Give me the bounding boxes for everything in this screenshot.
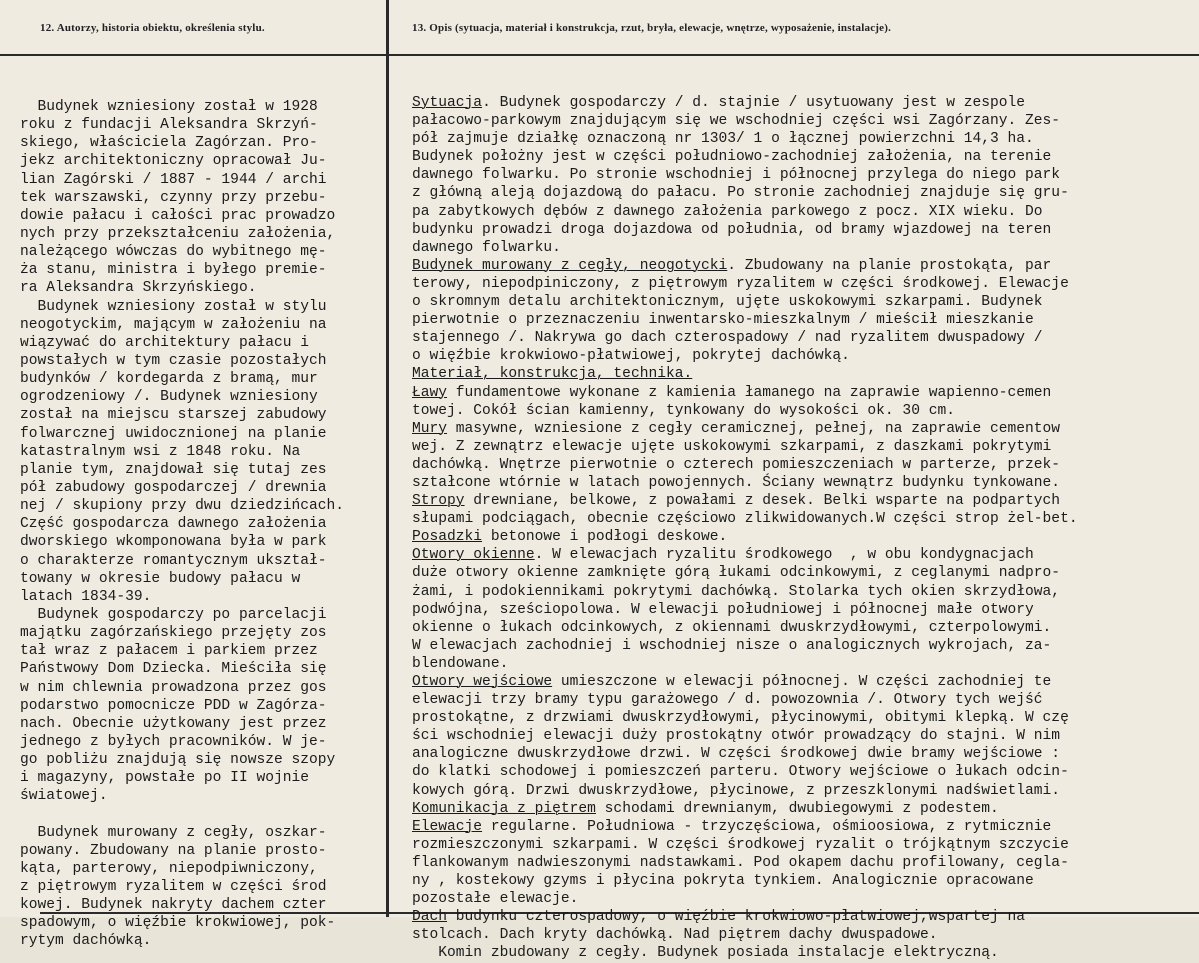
text-line: stolcach. Dach kryty dachówką. Nad piętrem dachy dwuspadowe. — [412, 927, 938, 944]
underlined-term: Mury — [412, 420, 448, 437]
text-line — [412, 420, 1199, 438]
text-line: tek warszawski, czynny przy przebu- — [20, 189, 327, 206]
text-line: majątku zagórzańskiego przejęty zos — [20, 625, 327, 642]
text-line — [412, 257, 1199, 275]
text-line: flankowanym nadwieszonymi nadstawkami. Pod okapem dachu profilowany, cegla- — [412, 854, 1069, 871]
text-line: jekz architektoniczny opracował Ju- — [20, 153, 327, 170]
line-text: regularne. Południowa - trzyczęściowa, ośmioosiowa, z rytmicznie — [482, 818, 1052, 835]
underlined-term: Otwory okienne — [412, 547, 535, 564]
text-line: wiązywać do architektury pałacu i — [20, 334, 310, 351]
text-line: latach 1834-39. — [20, 588, 152, 605]
text-line: planie tym, znajdował się tutaj zes — [20, 461, 327, 478]
text-line: dawnego folwarku. — [412, 239, 561, 256]
text-line: o skromnym detalu architektonicznym, ujęte uskokowymi szkarpami. Budynek — [412, 294, 1043, 311]
text-line: terowy, niepodpiniczony, z piętrowym ryzalitem w części środkowej. Elewacje — [412, 275, 1069, 292]
text-line: o więźbie krokwiowo-płatwiowej, pokrytej dachówką. — [412, 348, 850, 365]
text-line — [20, 805, 386, 823]
text-line: rozmieszczonymi szkarpami. W części środkowej ryzalit o trójkątnym szczycie — [412, 836, 1069, 853]
section-13-heading: 13. Opis (sytuacja, materiał i konstrukcja, rzut, bryła, elewacje, wnętrze, wyposażenie, instalacje). — [412, 22, 892, 34]
text-line: należącego wówczas do wybitnego mę- — [20, 244, 327, 261]
text-line: Państwowy Dom Dziecka. Mieściła się — [20, 661, 327, 678]
text-line: Budynek wzniesiony został w 1928 — [20, 99, 318, 115]
line-text: . Budynek gospodarczy / d. stajnie / usytuowany jest w zespole — [482, 95, 1026, 111]
underlined-term: Dach — [412, 909, 448, 926]
text-line — [412, 908, 1199, 926]
line-text: drewniane, belkowe, z powałami z desek. Belki wsparte na podpartych — [464, 493, 1061, 510]
underlined-term: Materiał, konstrukcja, technika. — [412, 366, 693, 383]
text-line: nach. Obecnie użytkowany jest przez — [20, 715, 327, 732]
header-divider — [0, 54, 1199, 56]
text-line: Komin zbudowany z cegły. Budynek posiada instalacje elektryczną. — [412, 945, 999, 962]
text-line: światowej. — [20, 788, 108, 805]
text-line: słupami podciągach, obecnie częściowo zlikwidowanych.W części strop żel-bet. — [412, 511, 1078, 528]
underlined-term: Sytuacja — [412, 95, 483, 111]
description-text-column — [412, 94, 1199, 963]
text-line: dawnego folwarku. Po stronie wschodniej i północnej przylega do niego park — [412, 167, 1061, 184]
text-line: ny , kostekowy gzyms i płycina pokryta tynkiem. Analogicznie opracowane — [412, 873, 1034, 890]
line-text: schodami drewnianym, dwubiegowymi z podestem. — [595, 800, 999, 817]
section-12-heading: 12. Autorzy, historia obiektu, określenia stylu. — [40, 22, 265, 34]
text-line: budynków / kordegarda z bramą, mur — [20, 371, 318, 388]
underlined-term: Stropy — [412, 493, 465, 510]
text-line: pozostałe elewacje. — [412, 891, 579, 908]
text-line: pa zabytkowych dębów z dawnego założenia parkowego z pocz. XIX wieku. Do — [412, 203, 1043, 220]
text-line: powstałych w tym czasie pozostałych — [20, 352, 327, 369]
underlined-term: Komunikacja z piętrem — [412, 800, 596, 817]
text-line: neogotyckim, mającym w założeniu na — [20, 316, 327, 333]
text-line: dowie pałacu i całości prac prowadzo — [20, 207, 336, 224]
text-line — [412, 673, 1199, 691]
text-line: blendowane. — [412, 655, 509, 672]
text-line: powany. Zbudowany na planie prosto- — [20, 842, 327, 859]
text-line: spadowym, o więźbie krokwiowej, pok- — [20, 915, 336, 932]
text-line: podwójna, sześciopolowa. W elewacji południowej i północnej małe otwory — [412, 601, 1034, 618]
text-line: ra Aleksandra Skrzyńskiego. — [20, 280, 257, 297]
text-line: kowych górą. Drzwi dwuskrzydłowe, płycinowe, z przeszklonymi nadświetlami. — [412, 782, 1061, 799]
text-line: o charakterze romantycznym ukształ- — [20, 552, 327, 569]
text-line: folwarcznej uwidocznionej na planie — [20, 425, 327, 442]
underlined-term: Elewacje — [412, 818, 483, 835]
underlined-term: Posadzki — [412, 529, 483, 546]
text-line: kowej. Budynek nakryty dachem czter — [20, 897, 327, 914]
text-line: pół zajmuje działkę oznaczoną nr 1303/ 1 o łącznej powierzchni 14,3 ha. — [412, 131, 1034, 148]
text-line — [412, 384, 1199, 402]
line-text: . Zbudowany na planie prostokąta, par — [727, 257, 1052, 274]
text-line: pałacowo-parkowym znajdującym się we wschodniej części wsi Zagórzany. Zes- — [412, 113, 1061, 130]
underlined-term: Budynek murowany z cegły, neogotycki — [412, 257, 728, 274]
text-line: został na miejscu starszej zabudowy — [20, 407, 327, 424]
text-line: pół zabudowy gospodarczej / drewnia — [20, 479, 327, 496]
text-line: w nim chlewnia prowadzona przez gos — [20, 679, 327, 696]
text-line: kąta, parterowy, niepodpiwniczony, — [20, 860, 318, 877]
text-line: rytym dachówką. — [20, 933, 152, 950]
line-text: betonowe i podłogi deskowe. — [482, 529, 728, 546]
text-line: lian Zagórski / 1887 - 1944 / archi — [20, 171, 327, 188]
underlined-term: Otwory wejściowe — [412, 674, 553, 690]
text-line: towany w okresie budowy pałacu w — [20, 570, 301, 587]
text-line: pierwotnie o przeznaczeniu inwentarsko-mieszkalnym / mieścił mieszkanie — [412, 312, 1034, 329]
text-line: ogrodzeniowy /. Budynek wzniesiony — [20, 389, 318, 406]
line-text: umieszczone w elewacji północnej. W części zachodniej te — [552, 674, 1052, 690]
text-line: nych przy przekształceniu założenia, — [20, 225, 336, 242]
text-line: z główną aleją dojazdową do pałacu. Po stronie zachodniej znajduje się gru- — [412, 185, 1069, 202]
text-line: dachówką. Wnętrze pierwotnie o czterech pomieszczeniach w parterze, przek- — [412, 456, 1061, 473]
line-text: . W elewacjach ryzalitu środkowego , w obu kondygnacjach — [534, 547, 1034, 564]
text-line — [412, 365, 1199, 383]
text-line: roku z fundacji Aleksandra Skrzyń- — [20, 117, 318, 134]
text-line: katastralnym wsi z 1848 roku. Na — [20, 443, 301, 460]
text-line: z piętrowym ryzalitem w części środ — [20, 879, 327, 896]
text-line — [412, 94, 1199, 112]
text-line: do klatki schodowej i pomieszczeń parteru. Otwory wejściowe o łukach odcin- — [412, 764, 1069, 781]
column-divider — [386, 0, 389, 917]
text-line: ści wschodniej elewacji duży prostokątny otwór prowadzący do stajni. W nim — [412, 728, 1061, 745]
history-text-column — [20, 98, 386, 951]
text-line: duże otwory okienne zamknięte górą łukami odcinkowymi, z ceglanymi nadpro- — [412, 565, 1061, 582]
underlined-term: Ławy — [412, 384, 448, 401]
text-line — [412, 818, 1199, 836]
text-line: analogiczne dwuskrzydłowe drzwi. W części środkowej dwie bramy wejściowe : — [412, 746, 1061, 763]
text-line: wej. Z zewnątrz elewacje ujęte uskokowymi szkarpami, z daszkami pokrytymi — [412, 438, 1052, 455]
text-line: budynku prowadzi droga dojazdowa od południa, od bramy wjazdowej na teren — [412, 221, 1052, 238]
text-line: Budynek położny jest w części południowo-zachodniej założenia, na terenie — [412, 149, 1052, 166]
text-line: stajennego /. Nakrywa go dach czterospadowy / nad ryzalitem dwuspadowy / — [412, 330, 1043, 347]
text-line: ża stanu, ministra i byłego premie- — [20, 262, 327, 279]
line-text: fundamentowe wykonane z kamienia łamanego na zaprawie wapienno-cemen — [447, 384, 1052, 401]
text-line — [412, 492, 1199, 510]
text-line: Budynek wzniesiony został w stylu — [20, 298, 327, 315]
text-line: go pobliżu znajdują się nowsze szopy — [20, 752, 336, 769]
text-line: dworskiego wkomponowana była w park — [20, 534, 327, 551]
text-line: W elewacjach zachodniej i wschodniej nisze o analogicznych wykrojach, za- — [412, 637, 1052, 654]
text-line: Część gospodarcza dawnego założenia — [20, 516, 327, 533]
text-line — [412, 528, 1199, 546]
text-line: towej. Cokół ścian kamienny, tynkowany do wysokości ok. 30 cm. — [412, 402, 955, 419]
text-line: tał wraz z pałacem i parkiem przez — [20, 643, 318, 660]
text-line: Budynek murowany z cegły, oszkar- — [20, 824, 327, 841]
text-line — [412, 546, 1199, 564]
text-line: elewacji trzy bramy typu garażowego / d. powozownia /. Otwory tych wejść — [412, 692, 1043, 709]
text-line: żami, i podokiennikami pokrytymi dachówką. Stolarka tych okien skrzydłowa, — [412, 583, 1061, 600]
text-line: prostokątne, z drzwiami dwuskrzydłowymi, płycinowymi, obitymi klepką. W czę — [412, 710, 1069, 727]
line-text: masywne, wzniesione z cegły ceramicznej, pełnej, na zaprawie cementow — [447, 420, 1061, 437]
line-text: budynku czterospadowy, o więźbie krokwiowo-płatwiowej,wspartej na — [447, 909, 1026, 926]
text-line: ształcone wtórnie w latach powojennych. Ściany wewnątrz budynku tynkowane. — [412, 474, 1061, 491]
text-line: skiego, właściciela Zagórzan. Pro- — [20, 135, 318, 152]
text-line: podarstwo pomocnicze PDD w Zagórza- — [20, 697, 327, 714]
text-line: i magazyny, powstałe po II wojnie — [20, 770, 310, 787]
text-line: Budynek gospodarczy po parcelacji — [20, 606, 327, 623]
text-line: okienne o łukach odcinkowych, z okiennami dwuskrzydłowymi, czterpolowymi. — [412, 619, 1052, 636]
text-line: jednego z byłych pracowników. W je- — [20, 733, 327, 750]
text-line — [412, 800, 1199, 818]
text-line: nej / skupiony przy dwu dziedzińcach. — [20, 498, 345, 515]
